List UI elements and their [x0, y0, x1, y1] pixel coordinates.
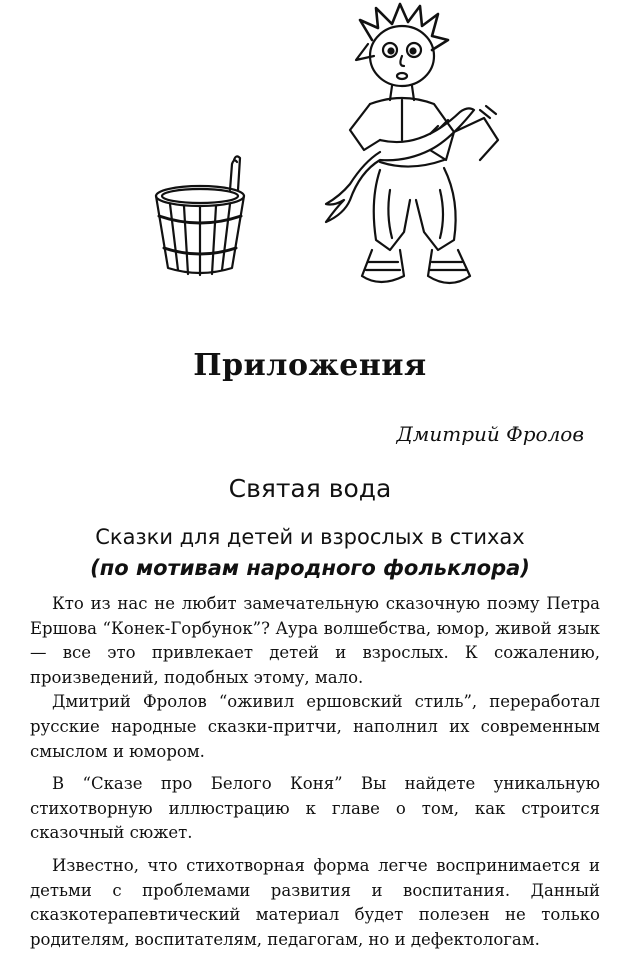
paragraph: Дмитрий Фролов “оживил ершовский стиль”, переработал русские народные сказки-притчи, наполнил их современным смыслом и юмором. [30, 692, 600, 761]
bucket-illustration [150, 150, 250, 280]
description-text [30, 592, 600, 952]
boy-with-fish-illustration [320, 0, 530, 298]
book-subtitle: Сказки для детей и взрослых в стихах [95, 525, 525, 549]
paragraph: В “Сказе про Белого Коня” Вы найдете уникальную стихотворную иллюстрацию к главе о том, как строится сказочный сюжет. [30, 774, 600, 843]
book-subtitle-note: (по мотивам народного фольклора) [90, 556, 530, 580]
paragraph: Известно, что стихотворная форма легче воспринимается и детьми с проблемами развития и воспитания. Данный сказкотерапевтический материал будет полезен не только родителям, воспитателям, педагогам, но и дефектологам. [30, 855, 600, 949]
author-name: Дмитрий Фролов [396, 422, 584, 446]
paragraph: Кто из нас не любит замечательную сказочную поэму Петра Ершова “Конек-Горбунок”? Аура волшебства, юмор, живой язык — все это привлекает детей и взрослых. К сожалению, произведений, подобных этому, мало. [30, 594, 600, 687]
book-title: Святая вода [228, 474, 392, 503]
section-heading: Приложения [193, 348, 427, 383]
